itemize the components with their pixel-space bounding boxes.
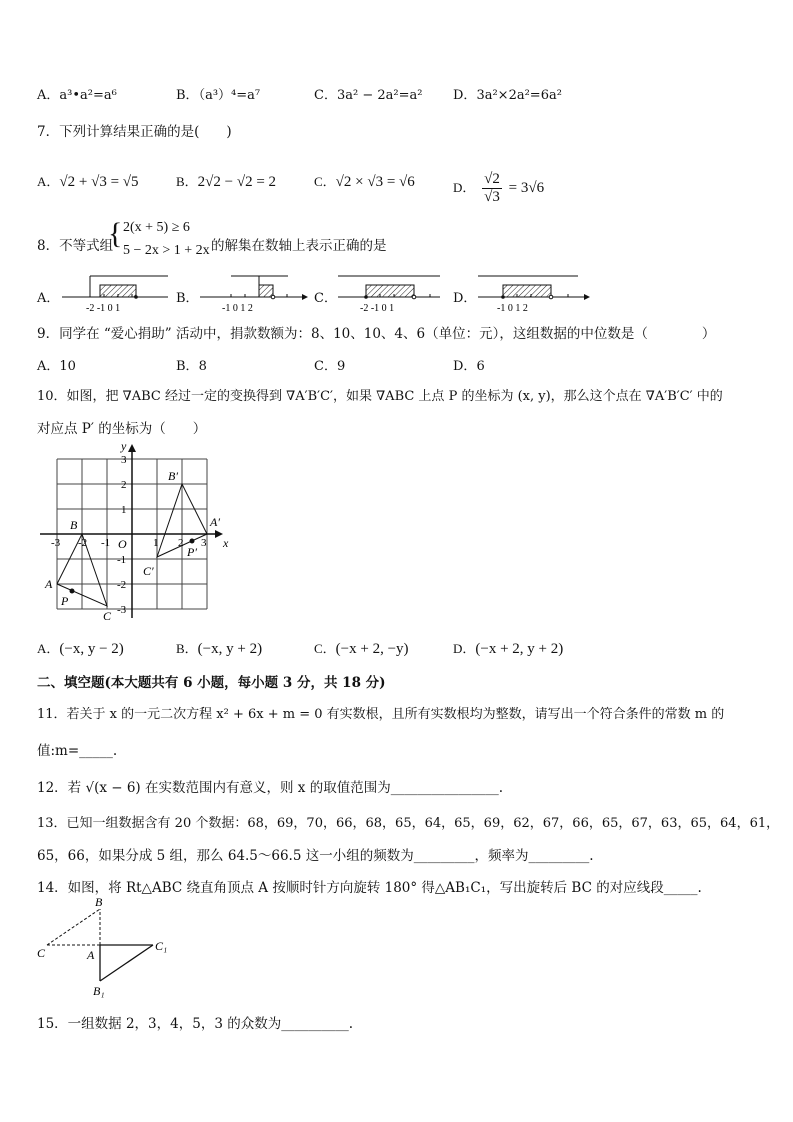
q13-line2: 65，66，如果分成 5 组，那么 64.5～66.5 这一小组的频数为_________，频率为_________. [37, 848, 594, 864]
label-a: A [87, 948, 95, 962]
brace: { [108, 217, 123, 250]
svg-text:1: 1 [153, 537, 159, 549]
q6-option-a: A．a³•a²=a⁶ [37, 88, 117, 103]
label-c1: C′ [143, 564, 154, 578]
q7-option-d: D． $\frac{√2}{√3}$ = 3√6 [453, 171, 545, 205]
svg-text:2: 2 [178, 537, 184, 549]
label-x: x [223, 536, 229, 550]
q10-line1: 10．如图，把 ∇ABC 经过一定的变换得到 ∇A′B′C′，如果 ∇ABC 上点 P 的坐标为 (x, y)，那么这个点在 ∇A′B′C′ 中的 [37, 389, 723, 404]
q8-option-d-letter: D． [453, 291, 477, 306]
q7-option-c: C．√2 × √3 = √6 [314, 174, 415, 190]
q6-option-c: C．3a² − 2a²=a² [314, 88, 423, 103]
q9-option-b: B．8 [176, 359, 207, 374]
label-a: A [45, 577, 53, 591]
fraction: $\frac{√2}{√3}$ [484, 171, 500, 205]
number-line-b [200, 276, 308, 314]
svg-text:3: 3 [121, 454, 127, 466]
q14-rotation-figure [35, 893, 185, 1003]
q14-line1: 14．如图，将 Rt△ABC 绕直角顶点 A 按顺时针方向旋转 180° 得△AB₁C₁，写出旋转后 BC 的对应线段_____. [37, 880, 702, 896]
svg-text:-1: -1 [101, 537, 111, 549]
q8-number-lines [0, 266, 793, 316]
svg-text:-1: -1 [117, 554, 127, 566]
q8-option-b-letter: B． [176, 291, 199, 306]
number-line-c [338, 276, 440, 314]
q8-inequality-2: 5 − 2x > 1 + 2x [123, 243, 210, 258]
q7-option-b: B．2√2 − √2 = 2 [176, 174, 277, 190]
q15: 15．一组数据 2，3，4，5，3 的众数为__________. [37, 1016, 353, 1032]
point-p1 [190, 539, 195, 544]
q8-option-a-letter: A． [37, 291, 60, 306]
ticks-c: -2 -1 0 1 [360, 303, 395, 314]
q8-option-c-letter: C． [314, 291, 337, 306]
svg-text:2: 2 [121, 479, 127, 491]
svg-text:-3: -3 [51, 537, 61, 549]
q8-prefix: 8．不等式组 [37, 238, 114, 254]
q8-suffix: 的解集在数轴上表示正确的是 [211, 238, 387, 254]
q11-line1: 11．若关于 x 的一元二次方程 x² + 6x + m = 0 有实数根，且所有实数根均为整数，请写出一个符合条件的常数 m 的 [37, 707, 725, 722]
q10-option-d: D．(−x + 2, y + 2) [453, 641, 564, 657]
svg-text:-3: -3 [117, 604, 127, 616]
q6-option-b: B．（a³）⁴=a⁷ [176, 88, 261, 103]
number-line-a [62, 276, 168, 314]
label-b1: B₁ [93, 984, 105, 998]
section-heading: 二、填空题(本大题共有 6 小题，每小题 3 分，共 18 分) [37, 675, 386, 691]
q9-option-c: C．9 [314, 359, 346, 374]
q9-stem: 9．同学在 “爱心捐助” 活动中，捐款数额为：8、10、10、4、6（单位：元），这组数据的中位数是（ ） [37, 326, 716, 342]
q10-option-b: B．(−x, y + 2) [176, 641, 263, 657]
q12: 12．若 √(x − 6) 在实数范围内有意义，则 x 的取值范围为________________. [37, 780, 503, 796]
label-y: y [121, 440, 127, 453]
q6-option-d: D．3a²×2a²=6a² [453, 88, 562, 103]
ticks-d: -1 0 1 2 [497, 303, 528, 314]
label-b: B [95, 895, 103, 909]
q9-option-a: A．10 [37, 359, 76, 374]
point-p [70, 589, 75, 594]
q10-option-a: A．(−x, y − 2) [37, 641, 124, 657]
q11-line2: 值:m=_____. [37, 743, 118, 759]
svg-text:-2: -2 [78, 537, 88, 549]
label-c: C [103, 609, 112, 623]
label-a1: A′ [210, 515, 220, 529]
label-o: O [118, 537, 127, 551]
label-c1: C₁ [155, 939, 168, 953]
label-c: C [37, 946, 46, 960]
number-line-d [478, 276, 590, 314]
q10-coordinate-figure [35, 440, 235, 630]
q8-inequality-1: 2(x + 5) ≥ 6 [123, 220, 190, 235]
ticks-b: -1 0 1 2 [222, 303, 253, 314]
q7-option-a: A．√2 + √3 = √5 [37, 174, 139, 190]
svg-text:1: 1 [121, 504, 127, 516]
svg-text:-2: -2 [117, 579, 127, 591]
q7-stem: 7．下列计算结果正确的是( ) [37, 124, 232, 140]
q13-line1: 13．已知一组数据含有 20 个数据：68，69，70，66，68，65，64，65，69，62，67，66，65，67，63，65，64，61， [37, 816, 780, 831]
label-p: P [61, 594, 69, 608]
q10-line2: 对应点 P′ 的坐标为（ ） [37, 421, 207, 437]
label-b: B [70, 518, 78, 532]
label-p1: P′ [187, 545, 197, 559]
q10-option-c: C．(−x + 2, −y) [314, 641, 409, 657]
q9-option-d: D．6 [453, 359, 485, 374]
ticks-a: -2 -1 0 1 [86, 303, 121, 314]
svg-text:3: 3 [201, 537, 207, 549]
label-b1: B′ [168, 469, 178, 483]
